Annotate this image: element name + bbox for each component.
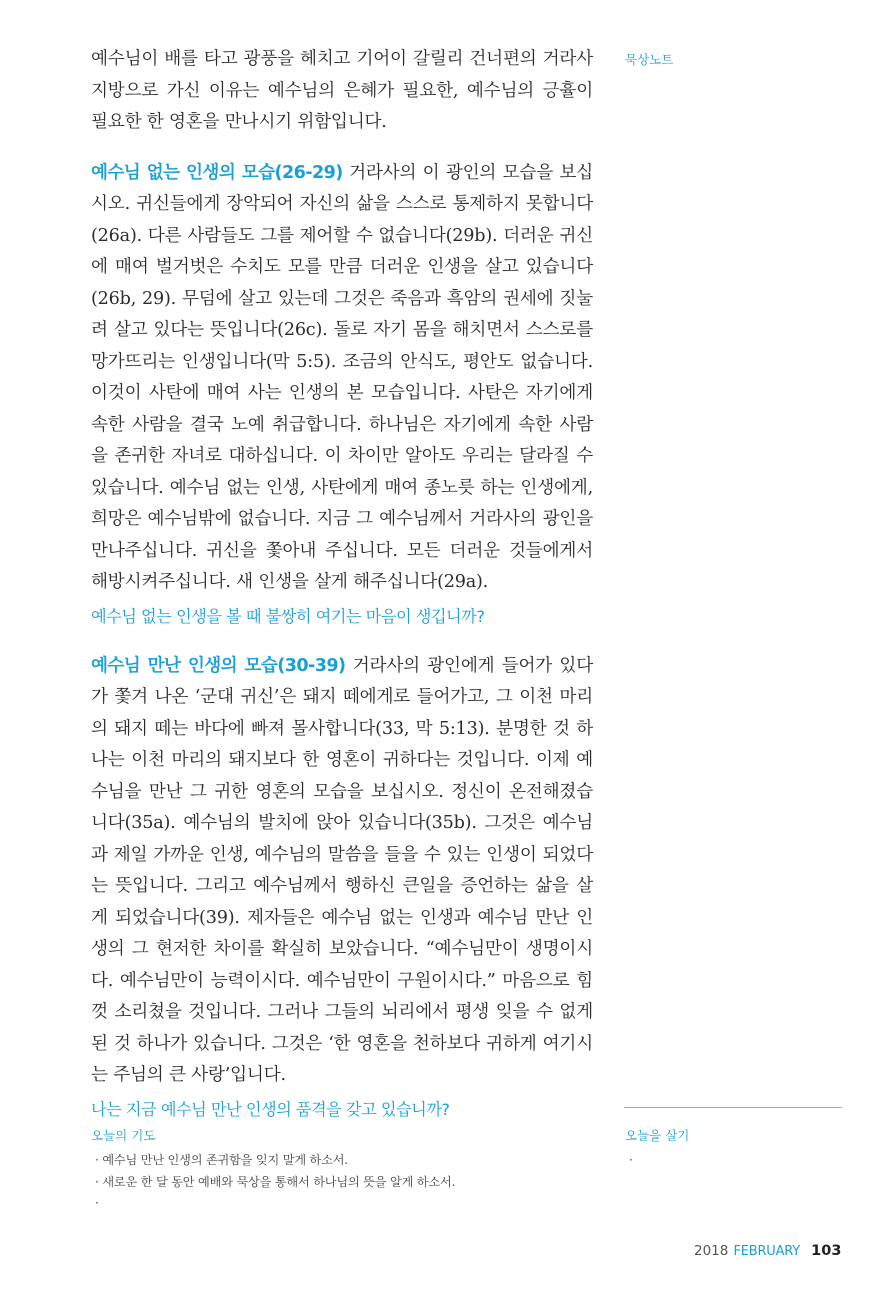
footer-month: FEBRUARY [733, 1244, 801, 1259]
living-list [625, 1150, 845, 1172]
list-item: · [95, 1196, 99, 1210]
list-item: · 예수님 만난 인생의 존귀함을 잊지 말게 하소서. [95, 1153, 348, 1167]
divider-line [624, 1107, 842, 1108]
section-1-question: 예수님 없는 인생을 볼 때 불쌍히 여기는 마음이 생깁니까? [91, 606, 485, 626]
living-title: 오늘을 살기 [625, 1128, 690, 1143]
list-item: · [629, 1153, 633, 1167]
section-1-paragraph [91, 158, 593, 599]
prayer-box [91, 1126, 611, 1215]
page-footer [694, 1240, 841, 1259]
list-item: · 새로운 한 달 동안 예배와 묵상을 통해서 하나님의 뜻을 알게 하소서. [95, 1174, 456, 1189]
section-1-heading: 예수님 없는 인생의 모습(26-29) [91, 162, 343, 183]
section-2-question: 나는 지금 예수님 만난 인생의 품격을 갖고 있습니까? [91, 1099, 450, 1119]
section-2-heading: 예수님 만난 인생의 모습(30-39) [91, 655, 346, 676]
living-box [625, 1126, 845, 1172]
section-1-body: 거라사의 이 광인의 모습을 보십시오. 귀신들에게 장악되어 자신의 삶을 스스로 통제하지 못합니다(26a). 다른 사람들도 그를 제어할 수 없습니다(29b). 더러운 귀신에 매여 벌거벗은 수치도 모를 만큼 더러운 인생을 살고 있습니다(26b, 29). 무덤에 살고 있는데 그것은 죽음과 흑암의 권세에 짓눌려 살고 있다는 뜻입니다(26c). 돌로 자기 몸을 해치면서 스스로를 망가뜨리는 인생입니다(막 5:5). 조금의 안식도, 평안도 없습니다. 이것이 사탄에 매여 사는 인생의 본 모습입니다. 사탄은 자기에게 속한 사람을 결국 노예 취급합니다. 하나님은 자기에게 속한 사람을 존귀한 자녀로 대하십니다. 이 차이만 알아도 우리는 달라질 수 있습니다. 예수님 없는 인생, 사탄에게 매여 종노릇 하는 인생에게, 희망은 예수님밖에 없습니다. 지금 그 예수님께서 거라사의 광인을 만나주십니다. 귀신을 쫓아내 주십니다. 모든 더러운 것들에게서 해방시켜주십니다. 새 인생을 살게 해주십니다(29a). [91, 162, 593, 592]
section-2-paragraph [91, 651, 593, 1092]
prayer-list [91, 1150, 611, 1215]
footer-year: 2018 [694, 1243, 729, 1259]
prayer-title: 오늘의 기도 [91, 1128, 156, 1143]
meditation-note-label: 묵상노트 [625, 52, 674, 67]
main-article [91, 44, 593, 1125]
page-number: 103 [811, 1243, 842, 1259]
intro-paragraph: 예수님이 배를 타고 광풍을 헤치고 기어이 갈릴리 건너편의 거라사 지방으로 가신 이유는 예수님의 은혜가 필요한, 예수님의 긍휼이 필요한 한 영혼을 만나시기 위함입니다. [91, 49, 593, 132]
section-2-body: 거라사의 광인에게 들어가 있다가 쫓겨 나온 ‘군대 귀신’은 돼지 떼에게로 들어가고, 그 이천 마리의 돼지 떼는 바다에 빠져 몰사합니다(33, 막 5:13). 분명한 것 하나는 이천 마리의 돼지보다 한 영혼이 귀하다는 것입니다. 이제 예수님을 만난 그 귀한 영혼의 모습을 보십시오. 정신이 온전해졌습니다(35a). 예수님의 발치에 앉아 있습니다(35b). 그것은 예수님과 제일 가까운 인생, 예수님의 말씀을 들을 수 있는 인생이 되었다는 뜻입니다. 그리고 예수님께서 행하신 큰일을 증언하는 삶을 살게 되었습니다(39). 제자들은 예수님 없는 인생과 예수님 만난 인생의 그 현저한 차이를 확실히 보았습니다. “예수님만이 생명이시다. 예수님만이 능력이시다. 예수님만이 구원이시다.” 마음으로 힘껏 소리쳤을 것입니다. 그러나 그들의 뇌리에서 평생 잊을 수 없게 된 것 하나가 있습니다. 그것은 ‘한 영혼을 천하보다 귀하게 여기시는 주님의 큰 사랑’입니다. [91, 655, 594, 1085]
